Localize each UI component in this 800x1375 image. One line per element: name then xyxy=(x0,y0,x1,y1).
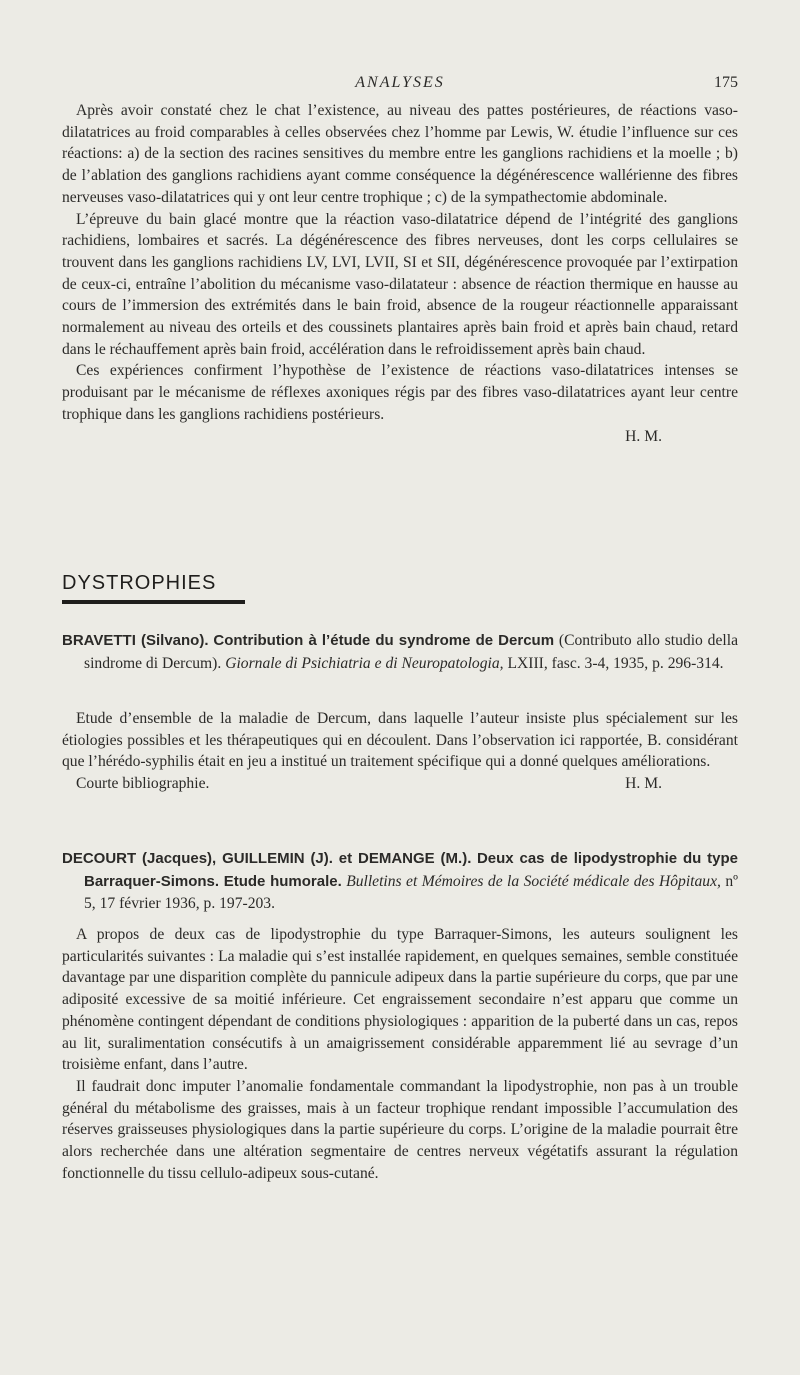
body-paragraph: A propos de deux cas de lipodystrophie du type Barraquer-Simons, les auteurs soulignent les particularités suivantes : La maladie qui s’est installée rapidement, en quelques semaines, semble constituée davantage par une disparition complète du pannicule adipeux dans la partie supérieure du corps, que par une adiposité excessive de sa moitié inférieure. Cet engraissement secondaire n’est apparu que comme un phénomène contingent dépendant de conditions physiologiques : apparition de la puberté dans un cas, repos au lit, suralimentation consécutifs à un amaigrissement considérable apparemment lié au sevrage d’un troisième enfant, dans l’autre. xyxy=(62,926,738,1074)
ref-authors: BRAVETTI (Silvano). xyxy=(62,632,209,649)
ref-journal: Bulletins et Mémoires de la Société médicale des Hôpitaux, xyxy=(346,872,721,890)
decourt-reference xyxy=(62,848,738,916)
signature: H. M. xyxy=(625,775,662,793)
body-paragraph: Etude d’ensemble de la maladie de Dercum, dans laquelle l’auteur insiste plus spécialement sur les étiologies possibles et les thérapeutiques qui en découlent. Dans l’observation ici rapportée, B. considérant que l’hérédo-syphilis était en jeu a institué un traitement spécifique qui a donné quelques améliorations. xyxy=(62,710,738,771)
body-paragraph: Après avoir constaté chez le chat l’existence, au niveau des pattes postérieures, de réactions vaso-dilatatrices au froid comparables à celles observées chez l’homme par Lewis, W. étudie l’influence sur ces réactions: a) de la section des racines sensitives du membre entre les ganglions rachidiens et la moelle ; b) de l’ablation des ganglions rachidiens ayant comme conséquence la dégénérescence wallérienne des fibres nerveuses vaso-dilatatrices qui y ont leur centre trophique ; c) de la sympathectomie abdominale. xyxy=(62,102,738,206)
bibliography-note: Courte bibliographie. xyxy=(76,775,210,793)
page-number: 175 xyxy=(714,74,738,91)
body-paragraph: L’épreuve du bain glacé montre que la réaction vaso-dilatatrice dépend de l’intégrité des ganglions rachidiens, lombaires et sacrés. La dégénérescence des fibres nerveuses, dont les corps cellulaires se trouvent dans les ganglions rachidiens LV, LVI, LVII, SI et SII, dégénérescence provoquée par l’extirpation de ceux-ci, entraîne l’abolition du mécanisme vaso-dilatateur : absence de réaction thermique en hausse au cours de l’immersion des extrémités dans le bain froid, absence de la rougeur réactionnelle apparaissant normalement au niveau des orteils et des coussinets plantaires après bain froid et après bain chaud, retard dans le réchauffement après bain froid, accélération dans le refroidissement après bain chaud. xyxy=(62,210,738,358)
ref-details: LXIII, fasc. 3-4, 1935, p. 296-314. xyxy=(507,654,724,672)
body-paragraph: Il faudrait donc imputer l’anomalie fondamentale commandant la lipodystrophie, non pas à un trouble général du métabolisme des graisses, mais à un facteur trophique rendant impossible l’accumulation des réserves graisseuses physiologiques dans la partie supérieure du corps. L’origine de la maladie pourrait être alors recherchée dans une altération segmentaire de centres nerveux végétatifs assurant la régulation fonctionnelle du tissu cellulo-adipeux sous-cutané. xyxy=(62,1077,738,1182)
bravetti-body xyxy=(62,708,738,795)
section-rule xyxy=(62,600,245,604)
bravetti-footer xyxy=(62,773,738,795)
ref-details: nº 5, 17 février 1936, p. 197-203. xyxy=(84,872,738,912)
decourt-body xyxy=(62,924,738,1184)
signature: H. M. xyxy=(625,427,662,445)
bravetti-reference xyxy=(62,630,738,675)
first-article-body xyxy=(62,100,738,447)
running-header xyxy=(62,74,738,96)
section-title: DYSTROPHIES xyxy=(62,572,217,594)
ref-authors: DECOURT (Jacques), GUILLEMIN (J). et DEMANGE (M.). xyxy=(62,850,472,867)
body-paragraph: Ces expériences confirment l’hypothèse de l’existence de réactions vaso-dilatatrices intenses se produisant par le mécanisme de réflexes axoniques régis par des fibres vaso-dilatatrices ayant leur centre trophique dans les ganglions rachidiens postérieurs. xyxy=(62,362,738,423)
running-title: ANALYSES xyxy=(355,74,445,91)
ref-journal: Giornale di Psichiatria e di Neuropatologia, xyxy=(225,654,504,672)
ref-title: Contribution à l’étude du syndrome de Dercum xyxy=(213,632,555,649)
ref-title: Deux cas de lipodystrophie du type Barraquer-Simons. Etude humorale. xyxy=(84,850,738,890)
ref-translation: (Contributo allo studio della sindrome di Dercum). xyxy=(84,632,738,672)
